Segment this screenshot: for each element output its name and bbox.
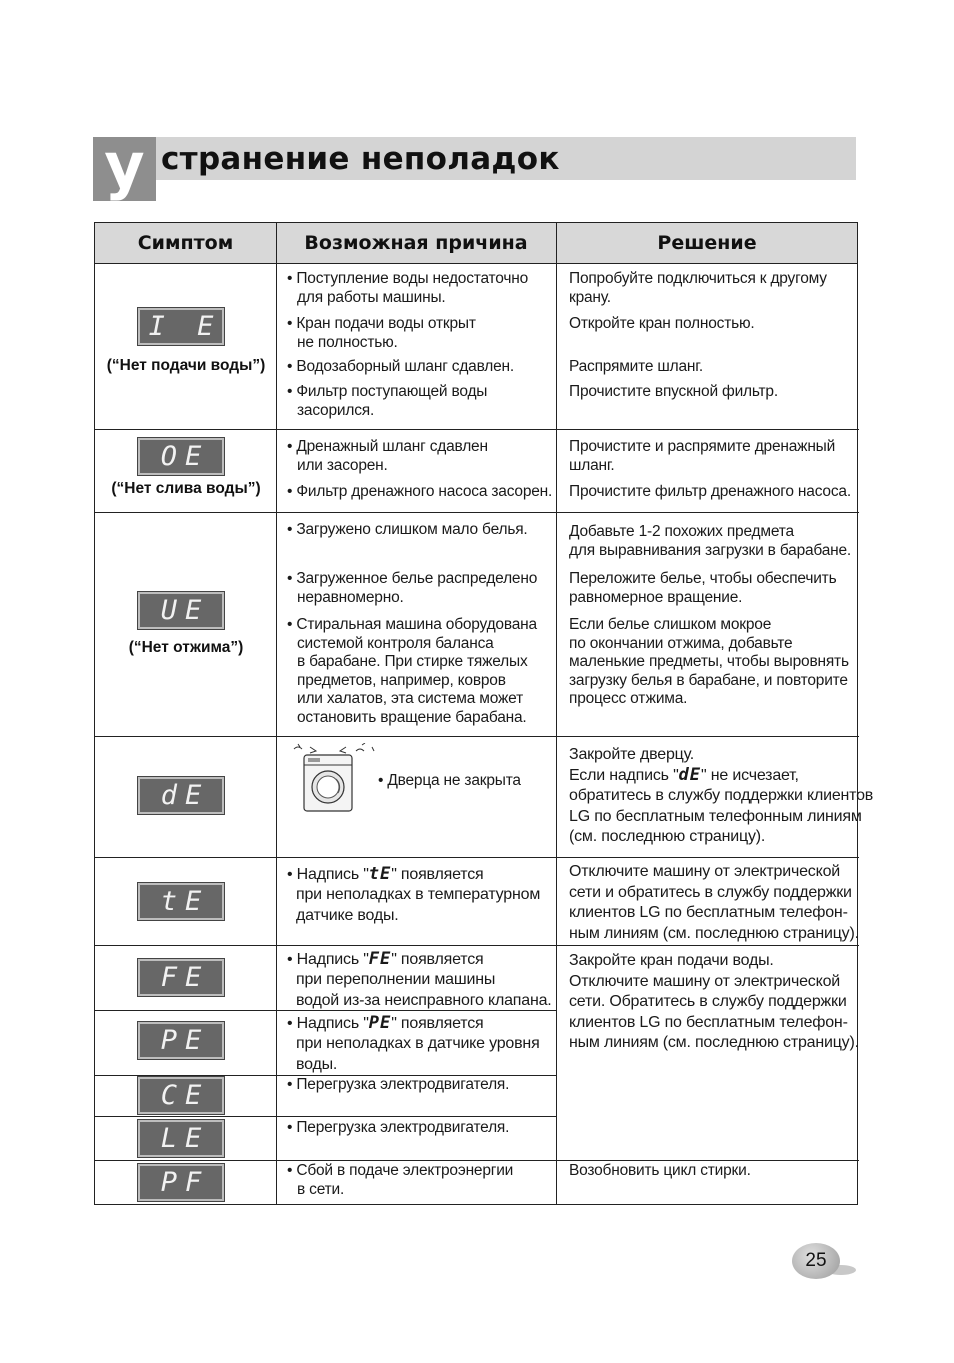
solution-text: Добавьте 1-2 похожих предмета для выравнивания загрузки в барабане.: [569, 523, 852, 559]
cause-text: • Поступление воды недостаточно для работы машины.: [287, 270, 529, 306]
error-code-pf: PF: [160, 1167, 210, 1198]
solution-text: Если надпись "dE" не исчезает,: [569, 765, 799, 785]
column-divider: [556, 223, 557, 1204]
error-code-display: [138, 1120, 224, 1157]
title-initial-letter: у: [104, 129, 145, 202]
cause-text: • Стиральная машина оборудована системой контроля баланса в барабане. При стирке тяжелых предметов, например, ковров или халатов, эта система может остановить вращение барабана.: [287, 616, 537, 726]
header-solution: Решение: [657, 232, 757, 254]
solution-text: Прочистите фильтр дренажного насоса.: [569, 483, 851, 500]
row-divider: [95, 512, 859, 513]
inline-code-de: dE: [678, 765, 702, 785]
cause-text: • Загружено слишком мало белья.: [287, 521, 528, 538]
solution-text: Переложите белье, чтобы обеспечить равномерное вращение.: [569, 570, 837, 606]
cause-text: • Загруженное белье распределено неравномерно.: [287, 570, 538, 606]
error-code-display: [138, 1022, 224, 1059]
solution-text: Попробуйте подключиться к другому крану.: [569, 270, 827, 306]
header-cause: Возможная причина: [304, 232, 528, 254]
header-symptom: Симптом: [137, 232, 234, 254]
cause-text: • Надпись "FE" появляется: [287, 949, 484, 969]
error-code-fe: FE: [160, 962, 210, 993]
cause-text: при неполадках в датчике уровня воды.: [296, 1035, 540, 1073]
cause-text: при неполадках в температурном датчике воды.: [296, 886, 541, 924]
cause-text: • Надпись "tE" появляется: [287, 864, 484, 884]
page-title: странение неполадок: [161, 141, 560, 177]
cause-text: • Перегрузка электродвигателя.: [287, 1076, 510, 1093]
row-divider: [95, 1116, 556, 1117]
open-door-washer-icon: [290, 743, 380, 815]
error-code-te: tE: [160, 886, 210, 917]
table-header: [95, 223, 857, 264]
error-code-display: [138, 592, 224, 629]
column-divider: [276, 223, 277, 1204]
symptom-label: (“Нет подачи воды”): [106, 357, 266, 374]
cause-text: • Фильтр поступающей воды засорился.: [287, 383, 488, 419]
solution-text: Отключите машину от электрической сети и обратитесь в службу поддержки клиентов LG по бесплатным телефон- ным линиям (см. последнюю страницу).: [569, 863, 859, 942]
row-divider: [95, 429, 859, 430]
error-code-display: [138, 1164, 224, 1201]
solution-text: Откройте кран полностью.: [569, 315, 755, 332]
row-divider: [95, 736, 859, 737]
error-code-pe: PE: [160, 1025, 210, 1056]
solution-text: Если белье слишком мокрое по окончании отжима, добавьте маленькие предметы, чтобы выровнять загрузку белья в барабане, и повторите процесс отжима.: [569, 616, 849, 707]
cause-text: • Кран подачи воды открыт не полностью.: [287, 315, 476, 351]
cause-text: • Надпись "PE" появляется: [287, 1013, 484, 1033]
symptom-label: (“Нет отжима”): [128, 639, 244, 656]
error-code-display: [138, 777, 224, 814]
error-code-de: dE: [160, 780, 210, 811]
error-code-display: [138, 438, 224, 475]
error-code-ce: CE: [160, 1080, 210, 1111]
cause-text: • Дверца не закрыта: [378, 772, 521, 789]
solution-text: Прочистите и распрямите дренажный шланг.: [569, 438, 836, 474]
error-code-le: LE: [160, 1123, 210, 1154]
symptom-label: (“Нет слива воды”): [111, 480, 261, 497]
error-code-display: [138, 308, 224, 345]
cause-text: при переполнении машины водой из-за неисправного клапана.: [296, 971, 552, 1009]
row-divider: [95, 1160, 859, 1161]
error-code-oe: OE: [160, 441, 210, 472]
solution-text: Возобновить цикл стирки.: [569, 1162, 751, 1179]
error-code-ue: UE: [160, 595, 210, 626]
page-number: 25: [792, 1243, 840, 1279]
error-code-ie: I E: [148, 311, 222, 342]
cause-text: • Сбой в подаче электроэнергии в сети.: [287, 1162, 514, 1198]
solution-text: Распрямите шланг.: [569, 358, 703, 375]
row-divider: [95, 945, 859, 946]
page-number-badge: [792, 1243, 858, 1283]
error-code-display: [138, 1077, 224, 1114]
merged-solution-text: Закройте кран подачи воды. Отключите машину от электрической сети. Обратитесь в службу поддержки клиентов LG по бесплатным телефон- ным линиям (см. последнюю страницу).: [569, 952, 859, 1051]
error-code-display: [138, 959, 224, 996]
row-divider: [95, 857, 859, 858]
cause-text: • Водозаборный шланг сдавлен.: [287, 358, 514, 375]
inline-code-pe: PE: [368, 1013, 392, 1033]
cause-text: • Дренажный шланг сдавлен или засорен.: [287, 438, 488, 474]
solution-text: обратитесь в службу поддержки клиентов LG по бесплатным телефонным линиям (см. последнюю страницу).: [569, 787, 874, 845]
cause-text: • Перегрузка электродвигателя.: [287, 1119, 510, 1136]
inline-code-fe: FE: [368, 949, 392, 969]
inline-code-te: tE: [368, 864, 392, 884]
error-code-display: [138, 883, 224, 920]
solution-text: Прочистите впускной фильтр.: [569, 383, 778, 400]
cause-text: • Фильтр дренажного насоса засорен.: [287, 483, 553, 500]
solution-text: Закройте дверцу.: [569, 746, 695, 763]
